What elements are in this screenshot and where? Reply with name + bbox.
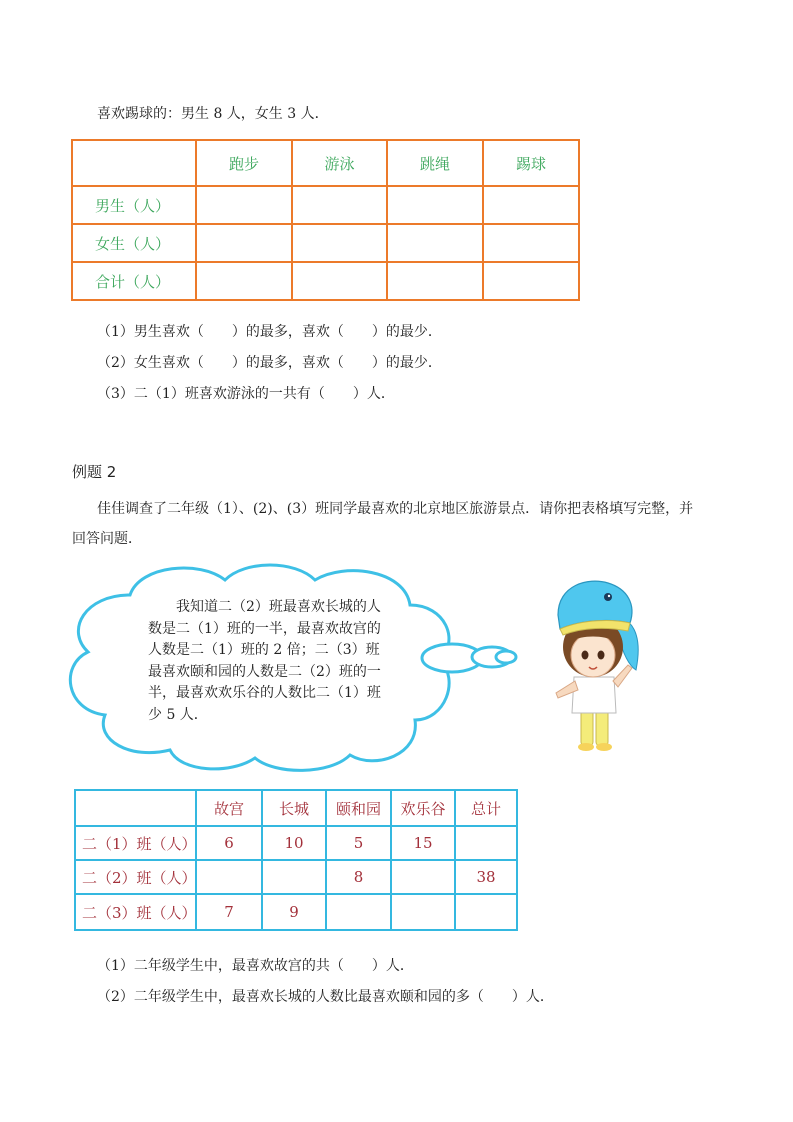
table-cell <box>483 262 579 300</box>
question-1-3: （3）二（1）班喜欢游泳的一共有（ ）人． <box>97 386 395 402</box>
header-jump-rope: 跳绳 <box>387 140 483 186</box>
bubble-text: 我知道二（2）班最喜欢长城的人数是二（1）班的一半，最喜欢故宫的人数是二（1）班的 2 倍；二（3）班最喜欢颐和园的人数是二（2）班的一半，最喜欢欢乐谷的人数比二（1）班少 5 人． <box>148 599 381 723</box>
table-row <box>72 262 579 300</box>
table-corner <box>75 790 196 826</box>
table-cell <box>391 894 455 930</box>
cartoon-girl-illustration <box>548 575 648 755</box>
table-cell: 10 <box>262 826 326 860</box>
table-cell <box>196 860 262 894</box>
row-label: 女生（人） <box>72 224 196 262</box>
table-cell: 9 <box>262 894 326 930</box>
table-cell: 15 <box>391 826 455 860</box>
table-cell <box>292 224 387 262</box>
table-row <box>75 826 517 860</box>
header-football: 踢球 <box>483 140 579 186</box>
question-2-1: （1）二年级学生中，最喜欢故宫的共（ ）人． <box>97 958 414 974</box>
question-2-2: （2）二年级学生中，最喜欢长城的人数比最喜欢颐和园的多（ ）人． <box>97 989 554 1005</box>
header-running: 跑步 <box>196 140 292 186</box>
table-cell <box>292 186 387 224</box>
row-label: 男生（人） <box>72 186 196 224</box>
table-cell <box>483 186 579 224</box>
problem-text-line1: 佳佳调查了二年级（1）、(2)、(3）班同学最喜欢的北京地区旅游景点．请你把表格填写完整，并 <box>97 501 694 517</box>
question-1-2: （2）女生喜欢（ ）的最多，喜欢（ ）的最少． <box>97 355 442 371</box>
table-header-row <box>75 790 517 826</box>
row-label: 合计（人） <box>72 262 196 300</box>
intro-line: 喜欢踢球的：男生 8 人，女生 3 人． <box>97 106 329 122</box>
table-cell <box>262 860 326 894</box>
table-cell: 8 <box>326 860 391 894</box>
row-label: 二（2）班（人） <box>75 860 196 894</box>
table-cell: 6 <box>196 826 262 860</box>
table-cell <box>326 894 391 930</box>
table-cell <box>292 262 387 300</box>
header-total: 总计 <box>455 790 517 826</box>
header-forbidden-city: 故宫 <box>196 790 262 826</box>
table-cell <box>387 262 483 300</box>
row-label: 二（3）班（人） <box>75 894 196 930</box>
header-great-wall: 长城 <box>262 790 326 826</box>
table-cell <box>196 186 292 224</box>
table-row <box>72 224 579 262</box>
row-label: 二（1）班（人） <box>75 826 196 860</box>
problem-text-line2: 回答问题． <box>72 531 142 547</box>
example-title: 例题 2 <box>72 463 117 481</box>
sports-table <box>71 139 580 301</box>
table-cell <box>196 262 292 300</box>
table-cell: 5 <box>326 826 391 860</box>
table-row <box>72 186 579 224</box>
table-header-row <box>72 140 579 186</box>
table-cell: 7 <box>196 894 262 930</box>
header-swimming: 游泳 <box>292 140 387 186</box>
destinations-table <box>74 789 518 931</box>
question-1-1: （1）男生喜欢（ ）的最多，喜欢（ ）的最少． <box>97 324 442 340</box>
table-cell: 38 <box>455 860 517 894</box>
table-cell <box>391 860 455 894</box>
table-cell <box>196 224 292 262</box>
table-cell <box>387 224 483 262</box>
table-row <box>75 860 517 894</box>
table-cell <box>455 826 517 860</box>
header-summer-palace: 颐和园 <box>326 790 391 826</box>
header-happy-valley: 欢乐谷 <box>391 790 455 826</box>
table-cell <box>483 224 579 262</box>
table-cell <box>387 186 483 224</box>
table-row <box>75 894 517 930</box>
table-cell <box>455 894 517 930</box>
table-corner <box>72 140 196 186</box>
